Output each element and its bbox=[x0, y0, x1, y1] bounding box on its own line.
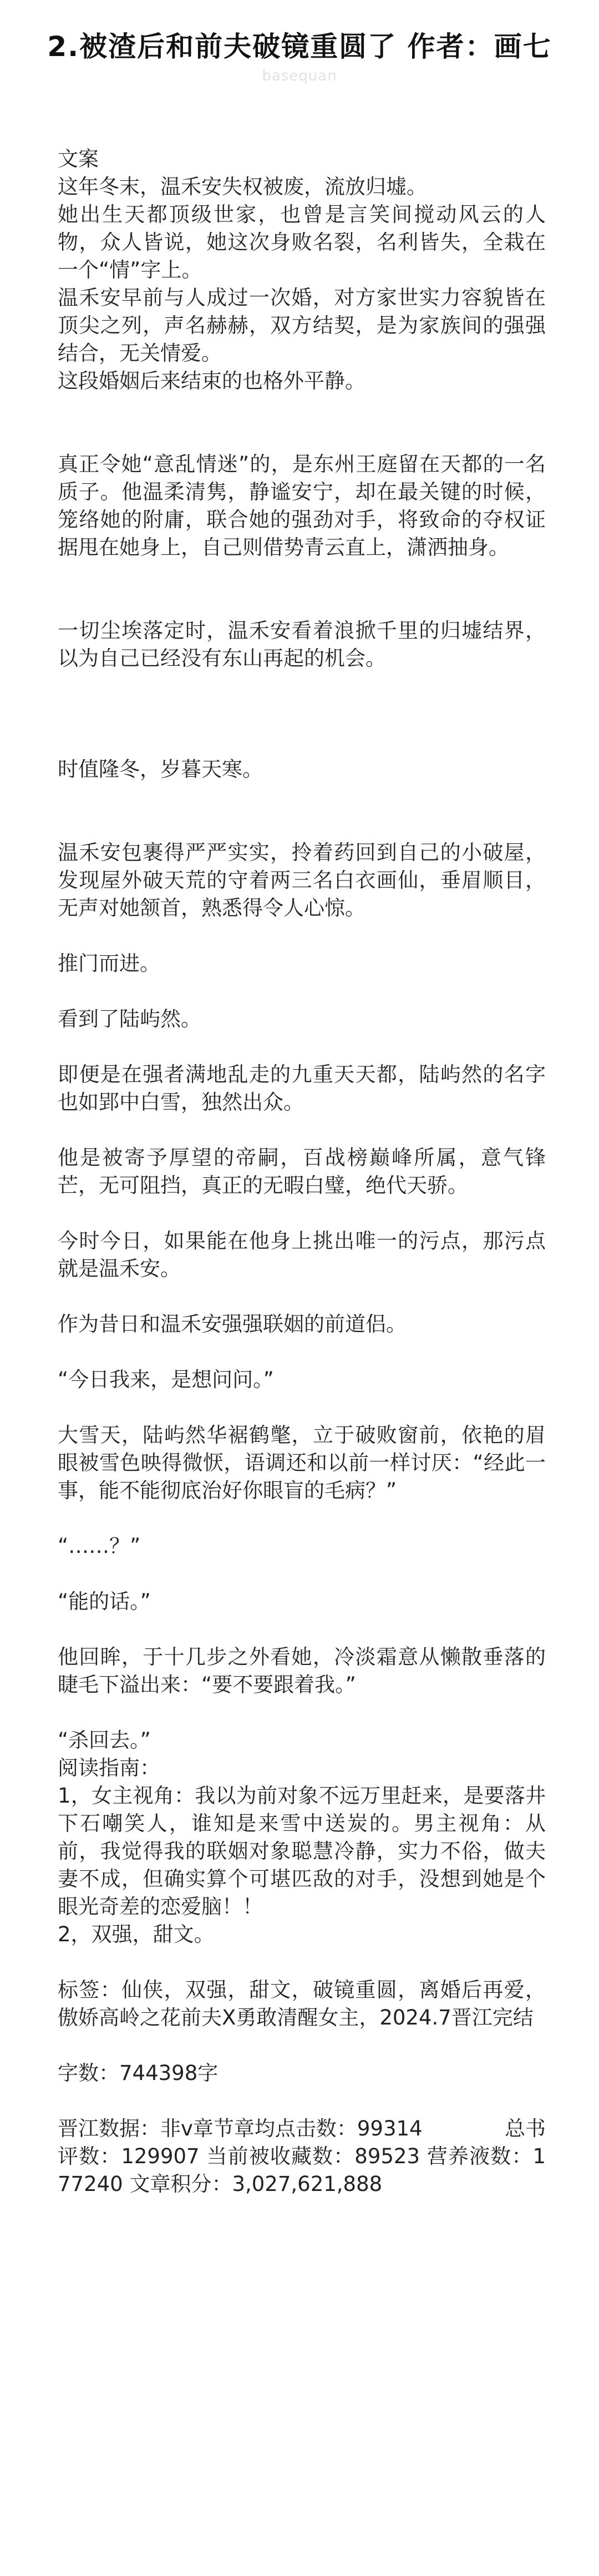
paragraph: 一切尘埃落定时，温禾安看着浪掀千里的归墟结界，以为自己已经没有东山再起的机会。 bbox=[58, 619, 546, 670]
intro-heading: 文案 bbox=[58, 147, 99, 171]
paragraph: 大雪天，陆屿然华裾鹤氅，立于破败窗前，依艳的眉眼被雪色映得微恹，语调还和以前一样讨厌：“经此一事，能不能彻底治好你眼盲的毛病？” bbox=[58, 1423, 546, 1502]
dialogue-line: “今日我来，是想问问。” bbox=[58, 1368, 274, 1391]
stats-clicks: 晋江数据：非v章节章均点击数：99314 bbox=[58, 2117, 423, 2140]
dialogue-line: “杀回去。” bbox=[58, 1728, 151, 1752]
stats-detail: 评数：129907 当前被收藏数：89523 营养液数：177240 文章积分：3,027,621,888 bbox=[58, 2144, 546, 2196]
paragraph: 他是被寄予厚望的帝嗣，百战榜巅峰所属，意气锋芒，无可阻挡，真正的无暇白璧，绝代天骄。 bbox=[58, 1146, 546, 1197]
paragraph: 温禾安包裹得严严实实，拎着药回到自己的小破屋，发现屋外破天荒的守着两三名白衣画仙，垂眉顺目，无声对她颔首，熟悉得令人心惊。 bbox=[58, 841, 546, 920]
paragraph: 真正令她“意乱情迷”的，是东州王庭留在天都的一名质子。他温柔清隽，静谧安宁，却在最关键的时候，笼络她的附庸，联合她的强劲对手，将致命的夺权证据甩在她身上，自己则借势青云直上，潇洒抽身。 bbox=[58, 452, 546, 559]
guide-item: 2，双强，甜文。 bbox=[58, 1922, 215, 1946]
intro-paragraph: 这年冬末，温禾安失权被废，流放归墟。 bbox=[58, 175, 427, 199]
paragraph: 他回眸，于十几步之外看她，冷淡霜意从懒散垂落的睫毛下溢出来：“要不要跟着我。” bbox=[58, 1645, 546, 1697]
intro-paragraph: 这段婚姻后来结束的也格外平静。 bbox=[58, 369, 366, 393]
paragraph: 即便是在强者满地乱走的九重天天都，陆屿然的名字也如郢中白雪，独然出众。 bbox=[58, 1062, 546, 1114]
dialogue-line: “……？” bbox=[58, 1534, 141, 1558]
paragraph: 时值隆冬，岁暮天寒。 bbox=[58, 757, 263, 781]
dialogue-line: “能的话。” bbox=[58, 1590, 151, 1613]
paragraph: 看到了陆屿然。 bbox=[58, 1007, 201, 1031]
paragraph: 推门而进。 bbox=[58, 952, 160, 975]
stats-total-label: 总书 bbox=[505, 2117, 546, 2140]
stats-row bbox=[58, 2115, 546, 2143]
tags-line: 标签：仙侠，双强，甜文，破镜重圆，离婚后再爱，傲娇高岭之花前夫X勇敢清醒女主，2024.7晋江完结 bbox=[58, 1978, 546, 2030]
guide-heading: 阅读指南： bbox=[58, 1756, 160, 1780]
guide-item: 1，女主视角：我以为前对象不远万里赶来，是要落井下石嘲笑人，谁知是来雪中送炭的。男主视角：从前，我觉得我的联姻对象聪慧冷静，实力不俗，做夫妻不成，但确实算个可堪匹敌的对手，没想到她是个眼光奇差的恋爱脑！！ bbox=[58, 1784, 546, 1919]
page-title: 2.被渣后和前夫破镜重圆了 作者：画七 bbox=[47, 31, 552, 63]
intro-paragraph: 她出生天都顶级世家，也曾是言笑间搅动风云的人物，众人皆说，她这次身败名裂，名利皆失，全栽在一个“情”字上。 bbox=[58, 203, 546, 282]
paragraph: 今时今日，如果能在他身上挑出唯一的污点，那污点就是温禾安。 bbox=[58, 1229, 546, 1281]
article-body bbox=[58, 145, 546, 2198]
intro-paragraph: 温禾安早前与人成过一次婚，对方家世实力容貌皆在顶尖之列，声名赫赫，双方结契，是为家族间的强强结合，无关情爱。 bbox=[58, 286, 546, 365]
paragraph: 作为昔日和温禾安强强联姻的前道侣。 bbox=[58, 1312, 407, 1336]
watermark: basequan bbox=[262, 68, 337, 84]
word-count: 字数：744398字 bbox=[58, 2061, 219, 2085]
